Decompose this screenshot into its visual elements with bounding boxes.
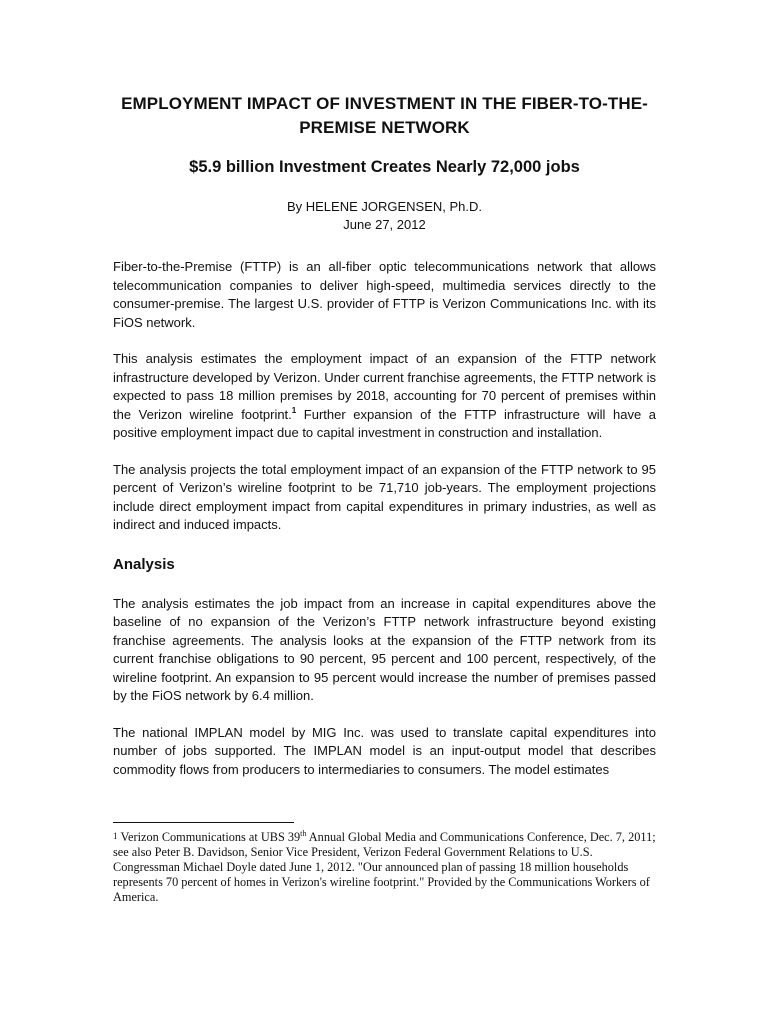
footnote-divider — [113, 822, 294, 823]
footnote-marker: 1 — [113, 831, 118, 841]
document-title: EMPLOYMENT IMPACT OF INVESTMENT IN THE FIBER-TO-THE-PREMISE NETWORK — [121, 94, 648, 137]
publication-date: June 27, 2012 — [343, 217, 426, 232]
document-body — [113, 92, 656, 779]
paragraph-projection: The analysis projects the total employment impact of an expansion of the FTTP network to 95 percent of Verizon’s wireline footprint to be 71,710 job-years. The employment projections include direct employment impact from capital expenditures in primary industries, as well as indirect and induced impacts. — [113, 461, 656, 532]
author-byline: By HELENE JORGENSEN, Ph.D. — [286, 199, 483, 214]
paragraph-implan-model: The national IMPLAN model by MIG Inc. was used to translate capital expenditures into number of jobs supported. The IMPLAN model is an input-output model that describes commodity flows from producers to intermediaries to consumers. The model estimates — [113, 724, 656, 777]
paragraph-analysis-method: The analysis estimates the job impact from an increase in capital expenditures above the baseline of no expansion of the Verizon’s FTTP network infrastructure beyond existing franchise agreements. The analysis looks at the expansion of the FTTP network from its current franchise obligations to 90 percent, 95 percent and 100 percent, respectively, of the wireline footprint. An expansion to 95 percent would increase the number of premises passed by the FiOS network by 6.4 million. — [113, 595, 656, 703]
section-heading-analysis: Analysis — [113, 555, 175, 573]
paragraph-scope-text: This analysis estimates the employment impact of an expansion of the FTTP network infrastructure developed by Verizon. Under current franchise agreements, the FTTP network is expected to pass 18 million premises by 2018, accounting for 70 percent of premises within the Verizon wireline footprint. — [113, 351, 656, 422]
document-subtitle: $5.9 billion Investment Creates Nearly 72,000 jobs — [189, 158, 580, 176]
footnote-text: Verizon Communications at UBS 39 — [120, 830, 301, 844]
footnote-text-continued: Annual Global Media and Communications Conference, Dec. 7, 2011; see also Peter B. Davidson, Senior Vice President, Verizon Federal Government Relations to U.S. Congressman Michael Doyle dated June 1, 2012. "Our announced plan of passing 18 million households represents 70 percent of homes in Verizon's wireline footprint." Provided by the Communications Workers of America. — [113, 830, 656, 904]
paragraph-intro: Fiber-to-the-Premise (FTTP) is an all-fiber optic telecommunications network that allows telecommunication companies to deliver high-speed, multimedia services directly to the consumer-premise. The largest U.S. provider of FTTP is Verizon Communications Inc. with its FiOS network. — [113, 259, 656, 330]
paragraph-scope-text-continued: Further expansion of the FTTP infrastructure will have a positive employment impact due to capital investment in construction and installation. — [113, 406, 656, 440]
footnote-reference[interactable]: 1 — [291, 405, 297, 415]
paragraph-scope — [113, 350, 656, 443]
footnote — [113, 829, 656, 905]
footnote-ordinal-suffix: th — [300, 829, 307, 838]
